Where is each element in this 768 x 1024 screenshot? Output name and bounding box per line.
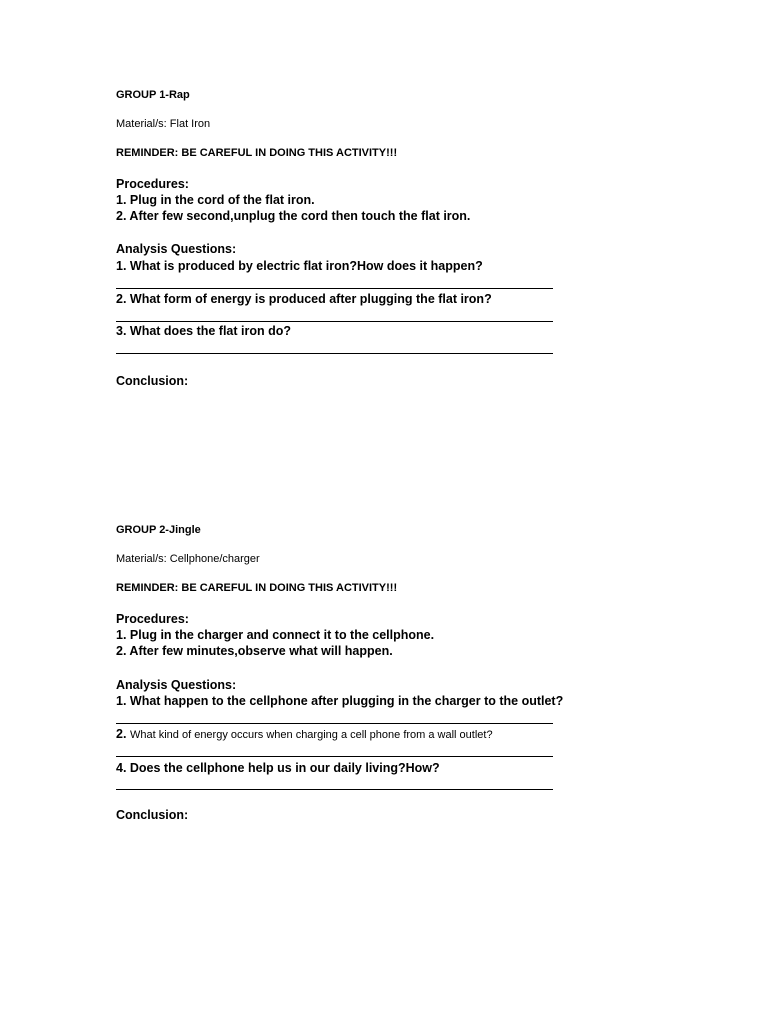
group2-title: GROUP 2-Jingle bbox=[116, 524, 201, 536]
group1-procedure-2: 2. After few second,unplug the cord then touch the flat iron. bbox=[116, 209, 471, 223]
group1-question-2: 2. What form of energy is produced after plugging the flat iron? bbox=[116, 292, 492, 306]
answer-line bbox=[116, 723, 553, 724]
group2-material: Material/s: Cellphone/charger bbox=[116, 553, 260, 565]
group2-question-2-text: What kind of energy occurs when charging a cell phone from a wall outlet? bbox=[130, 729, 493, 741]
group2-reminder: REMINDER: BE CAREFUL IN DOING THIS ACTIVITY!!! bbox=[116, 582, 398, 594]
answer-line bbox=[116, 789, 553, 790]
group2-question-4: 4. Does the cellphone help us in our daily living?How? bbox=[116, 761, 440, 775]
group2-question-1: 1. What happen to the cellphone after plugging in the charger to the outlet? bbox=[116, 694, 564, 708]
answer-line bbox=[116, 756, 553, 757]
group1-analysis-heading: Analysis Questions: bbox=[116, 242, 237, 256]
group1-procedures-heading: Procedures: bbox=[116, 177, 189, 191]
group1-question-3: 3. What does the flat iron do? bbox=[116, 324, 291, 338]
group2-procedure-1: 1. Plug in the charger and connect it to the cellphone. bbox=[116, 628, 435, 642]
group1-question-1: 1. What is produced by electric flat iron?How does it happen? bbox=[116, 259, 483, 273]
group1-title: GROUP 1-Rap bbox=[116, 89, 190, 101]
group1-procedure-1: 1. Plug in the cord of the flat iron. bbox=[116, 193, 315, 207]
group2-procedures-heading: Procedures: bbox=[116, 612, 189, 626]
group1-reminder: REMINDER: BE CAREFUL IN DOING THIS ACTIVITY!!! bbox=[116, 147, 398, 159]
answer-line bbox=[116, 321, 553, 322]
group2-conclusion: Conclusion: bbox=[116, 808, 189, 822]
group1-conclusion: Conclusion: bbox=[116, 374, 189, 388]
group2-analysis-heading: Analysis Questions: bbox=[116, 678, 237, 692]
answer-line bbox=[116, 288, 553, 289]
group2-procedure-2: 2. After few minutes,observe what will happen. bbox=[116, 644, 393, 658]
group1-material: Material/s: Flat Iron bbox=[116, 118, 211, 130]
answer-line bbox=[116, 353, 553, 354]
group2-question-2-number: 2. bbox=[116, 727, 127, 741]
